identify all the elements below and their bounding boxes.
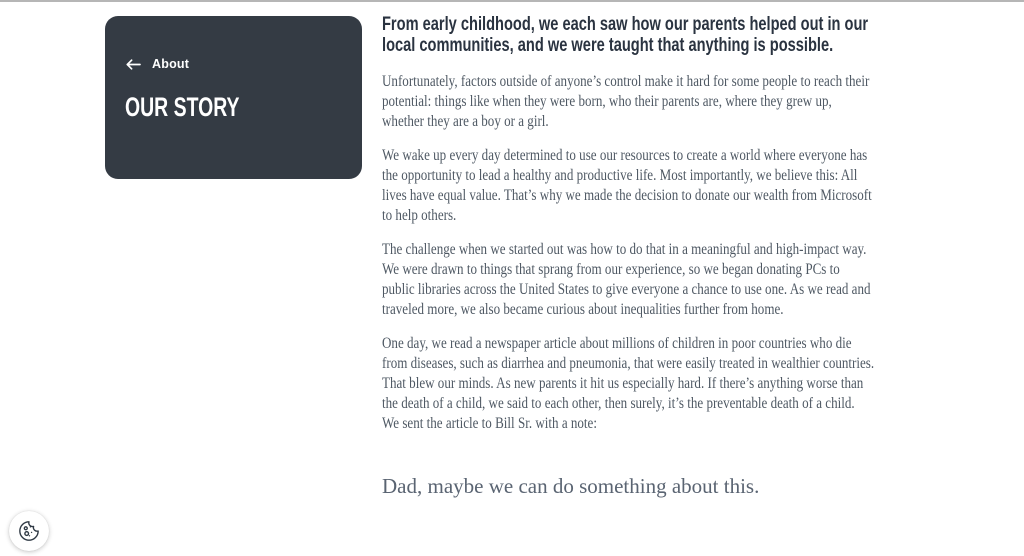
article-paragraph-1: Unfortunately, factors outside of anyone’s control make it hard for some people to reach their potential: things like when they were born, who their parents are, where they grew up, whether they are a boy or a girl. [382, 73, 870, 130]
cookie-icon [18, 520, 40, 542]
article-paragraph-3: The challenge when we started out was how to do that in a meaningful and high-impact way. We were drawn to things that sprang from our experience, so we began donating PCs to public libraries across the United States to give everyone a chance to use one. As we read and traveled more, we also became curious about inequalities further from home. [382, 241, 871, 318]
pull-quote: Dad, maybe we can do something about this. [382, 474, 760, 498]
article-paragraph-4: One day, we read a newspaper article about millions of children in poor countries who die from diseases, such as diarrhea and pneumonia, that were easily treated in wealthier countries. That blew our minds. As new parents it hit us especially hard. If there’s anything worse than the death of a child, we said to each other, then surely, it’s the preventable death of a child. We sent the article to Bill Sr. with a note: [382, 335, 875, 432]
our-story-hero-card [105, 16, 362, 179]
page-title: OUR STORY [125, 92, 240, 122]
article-paragraph-2: We wake up every day determined to use our resources to create a world where everyone has the opportunity to lead a healthy and productive life. Most importantly, we believe this: All lives have equal value. That’s why we made the decision to donate our wealth from Microsoft to help others. [382, 147, 872, 224]
arrow-left-icon [126, 59, 141, 70]
cookie-consent-button[interactable] [9, 511, 49, 551]
article-intro: From early childhood, we each saw how our parents helped out in our local communities, and we were taught that anything is possible. [382, 14, 869, 56]
article-body [382, 14, 874, 498]
back-link-label: About [152, 57, 190, 71]
page-top-border [0, 0, 1024, 2]
back-link-about[interactable] [126, 57, 189, 71]
